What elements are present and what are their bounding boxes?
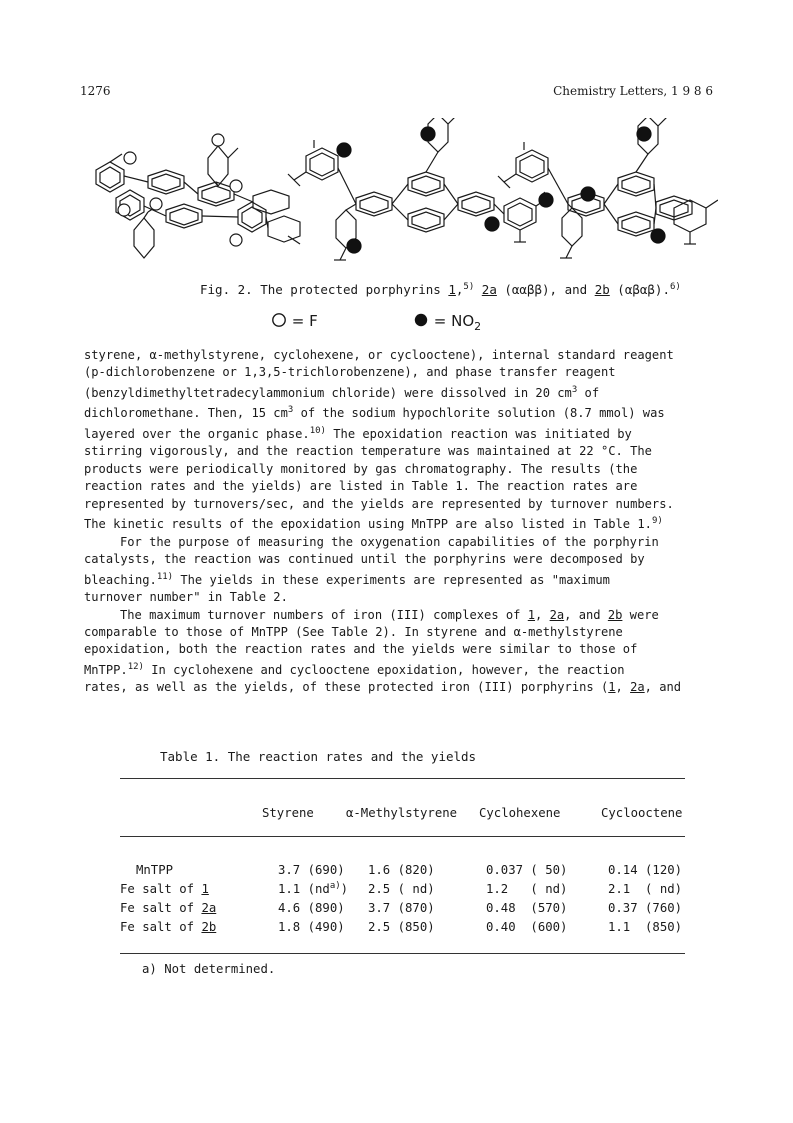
results-table bbox=[120, 860, 682, 936]
compound-2a-ref: 2a bbox=[481, 282, 497, 298]
table-row: Fe salt of 1 1.1 $(nd^{a)})$ 2.5 ( nd) 1.2 ( nd) 2.1 ( nd) bbox=[120, 880, 683, 897]
table-footnote: a) Not determined. bbox=[142, 962, 276, 976]
compound-1-ref: 1 bbox=[448, 282, 456, 298]
porphyrin-structures-figure bbox=[78, 118, 718, 268]
page-number: 1276 bbox=[80, 84, 111, 98]
porphyrin-structure-1 bbox=[96, 134, 300, 258]
porphyrin-structure-2b bbox=[498, 118, 718, 258]
figure-caption: Fig. 2. The protected porphyrins 1,$^{5)}$ 2a (ααββ), and 2b (αβαβ).$^{6)}$ bbox=[200, 282, 681, 298]
compound-2b-ref: 2b bbox=[594, 282, 610, 298]
table-header-rule bbox=[120, 836, 685, 837]
column-header-cyclohexene: Cyclohexene bbox=[479, 806, 561, 820]
table-bottom-rule bbox=[120, 953, 685, 954]
table-title: Table 1. The reaction rates and the yields bbox=[160, 749, 477, 764]
column-header-styrene: Styrene bbox=[262, 806, 314, 820]
table-top-rule bbox=[120, 778, 685, 779]
table-row: MnTPP 3.7 (690) 1.6 (820) 0.037 ( 50) 0.14 (120) bbox=[136, 862, 683, 877]
porphyrin-structure-2a bbox=[288, 118, 552, 260]
legend-open-circle: = F bbox=[271, 312, 318, 330]
legend-filled-circle: = $NO_2$ bbox=[413, 312, 481, 333]
table-row: Fe salt of 2a 4.6 (890) 3.7 (870) 0.48 (570) 0.37 (760) bbox=[120, 900, 683, 915]
journal-name: Chemistry Letters, 1 9 8 6 bbox=[553, 84, 713, 98]
column-header-methylstyrene: α-Methylstyrene bbox=[346, 806, 458, 820]
column-header-cyclooctene: Cyclooctene bbox=[601, 806, 683, 820]
open-circle-icon bbox=[271, 312, 287, 328]
table-row: Fe salt of 2b 1.8 (490) 2.5 (850) 0.40 (600) 1.1 (850) bbox=[120, 919, 683, 934]
filled-circle-icon bbox=[413, 312, 429, 328]
body-text: styrene, α-methylstyrene, cyclohexene, or cyclooctene), internal standard reagent (p-dichlorobenzene or 1,3,5-trichlorobenzene), and phase transfer reagent (benzyldimethyltetradecylammonium chloride) were dissolved in 20 $cm^3$ of dichloromethane. Then, 15 $cm^3$ of the sodium hypochlorite solution (8.7 mmol) was layered over the organic phase.$^{10)}$ The epoxidation reaction was initiated by stirring vigorously, and the reaction temperature was maintained at 22 °C. The products were periodically monitored by gas chromatography. The results (the reaction rates and the yields) are listed in Table 1. The reaction rates are represented by turnovers/sec, and the yields are represented by turnover numbers. The kinetic results of the epoxidation using MnTPP are also listed in Table 1.$^{9)}$ For the purpose of measuring the oxygenation capabilities of the porphyrin catalysts, the reaction was continued until the porphyrins were decomposed by bleaching.$^{11)}$ The yields in these experiments are represented as "maximum turnover number" in Table 2. The maximum turnover numbers of iron (III) complexes of 1, 2a, and 2b were comparable to those of MnTPP (See Table 2). In styrene and α-methylstyrene epoxidation, both the reaction rates and the yields were similar to those of MnTPP.$^{12)}$ In cyclohexene and cyclooctene epoxidation, however, the reaction rates, as well as the yields, of these protected iron (III) porphyrins (1, 2a, and bbox=[84, 348, 682, 695]
